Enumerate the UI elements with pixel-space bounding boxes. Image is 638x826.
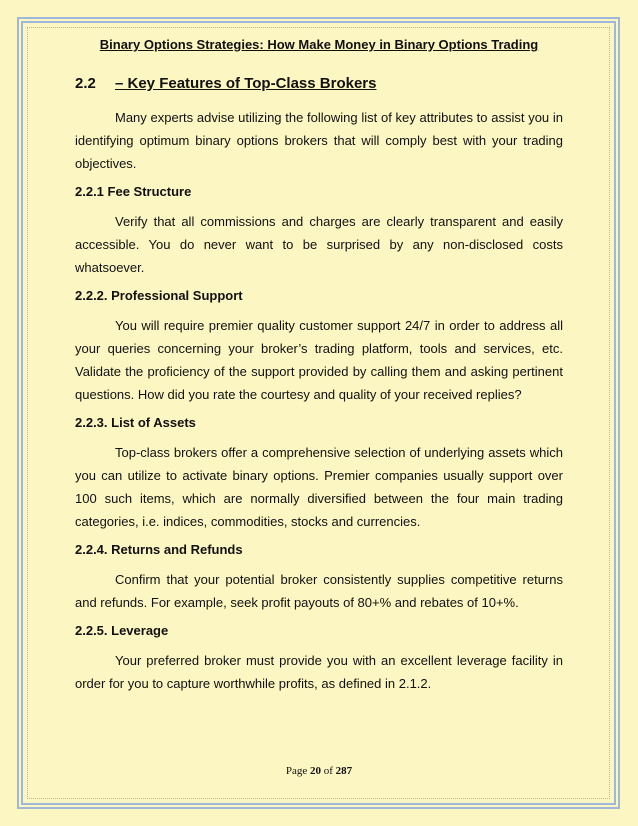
section-heading <box>75 74 376 94</box>
section-body <box>75 106 563 703</box>
subsection-paragraph-fee-structure: Verify that all commissions and charges are clearly transparent and easily accessible. You do never want to be surprised by any non-disclosed costs whatsoever. <box>75 214 563 275</box>
subsection-heading-leverage: 2.2.5. Leverage <box>75 623 169 638</box>
section-title: – Key Features of Top-Class Brokers <box>115 75 377 92</box>
footer-page-word: Page <box>285 765 308 777</box>
running-header-title: Binary Options Strategies: How Make Money in Binary Options Trading <box>99 37 539 52</box>
footer-page-number: 20 <box>309 765 321 777</box>
subsection-paragraph-leverage: Your preferred broker must provide you with an excellent leverage facility in order for you to capture worthwhile profits, as defined in 2.1.2. <box>75 653 563 691</box>
subsection-paragraph-professional-support: You will require premier quality customer support 24/7 in order to address all your queries concerning your broker’s trading platform, tools and services, etc. Validate the proficiency of the support provided by calling them and asking pertinent questions. How did you rate the courtesy and quality of your received replies? <box>75 318 563 402</box>
intro-paragraph: Many experts advise utilizing the following list of key attributes to assist you in identifying optimum binary options brokers that will comply best with your trading objectives. <box>75 110 563 171</box>
subsection-heading-fee-structure: 2.2.1 Fee Structure <box>75 184 192 199</box>
subsection-paragraph-returns-and-refunds: Confirm that your potential broker consistently supplies competitive returns and refunds. For example, seek profit payouts of 80+% and rebates of 10+%. <box>75 572 563 610</box>
subsection-heading-list-of-assets: 2.2.3. List of Assets <box>75 415 196 430</box>
page-footer <box>0 764 638 778</box>
subsection-paragraph-list-of-assets: Top-class brokers offer a comprehensive selection of underlying assets which you can utilize to activate binary options. Premier companies usually support over 100 such items, which are normally diversified between the four main trading categories, i.e. indices, commodities, stocks and currencies. <box>75 445 563 529</box>
page-content <box>75 36 563 691</box>
subsection-heading-returns-and-refunds: 2.2.4. Returns and Refunds <box>75 542 243 557</box>
footer-of-word: of <box>323 765 333 777</box>
subsection-heading-professional-support: 2.2.2. Professional Support <box>75 288 243 303</box>
footer-total-pages: 287 <box>335 765 353 777</box>
section-number: 2.2 <box>75 75 96 92</box>
